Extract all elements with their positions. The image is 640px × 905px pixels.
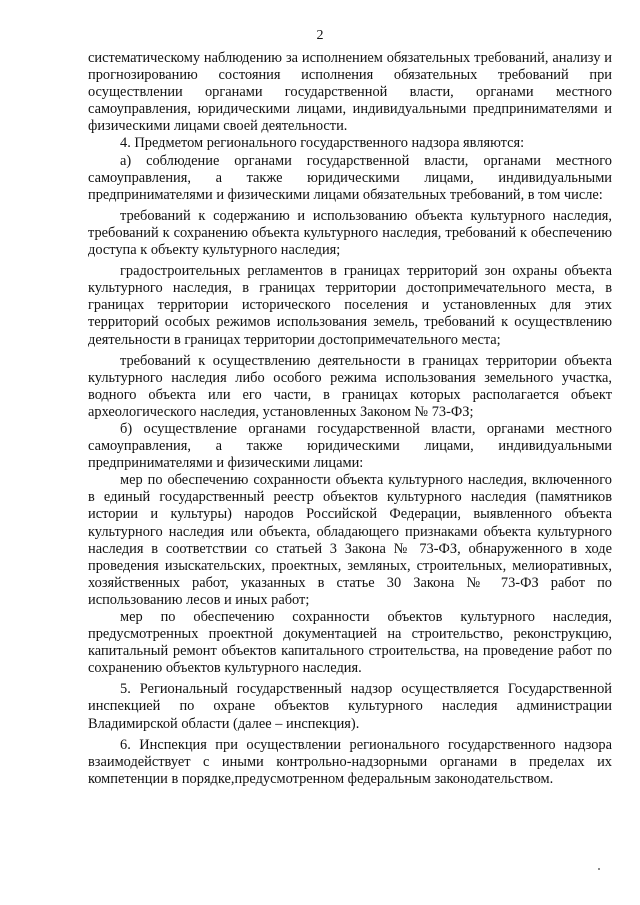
- scan-speck: [598, 868, 600, 870]
- paragraph-item-4: 4. Предметом регионального государственного надзора являются:: [120, 135, 525, 152]
- paragraph-subitem-b: б) осуществление органами государственной власти, органами местного самоуправления, а также юридическими лицами, индивидуальными предпринимателями и физическими лицами:: [88, 420, 612, 472]
- paragraph-requirements-content: требований к содержанию и использованию объекта культурного наследия, требований к сохранению объекта культурного наследия, требований к обеспечению доступа к объекту культурного наследия;: [88, 207, 612, 259]
- document-body: [88, 50, 612, 788]
- paragraph-project-measures: мер по обеспечению сохранности объектов культурного наследия, предусмотренных проектной документацией на строительство, реконструкцию, капитальный ремонт объектов капитального строительства, на проведение работ по сохранению объектов культурного наследия.: [88, 609, 612, 677]
- paragraph-item-6: 6. Инспекция при осуществлении регионального государственного надзора взаимодействует с иными контрольно-надзорными органами в пределах их компетенции в порядке,предусмотренном федеральным законодательством.: [88, 736, 612, 787]
- paragraph-continuation: систематическому наблюдению за исполнением обязательных требований, анализу и прогнозированию состояния исполнения обязательных требований при осуществлении органами государственной власти, органами местного самоуправления, юридическими лицами, индивидуальными предпринимателями и физическими лицами своей деятельности.: [88, 50, 612, 135]
- paragraph-preservation-measures: мер по обеспечению сохранности объекта культурного наследия, включенного в единый государственный реестр объектов культурного наследия (памятников истории и культуры) народов Российской Федерации, выявленного объекта культурного наследия или объекта, обладающего признаками объекта культурного наследия в соответствии со статьей 3 Закона № 73-ФЗ, обнаруженного в ходе проведения изыскательских, проектных, земляных, строительных, мелиоративных, хозяйственных работ, указанных в статье 30 Закона № 73-ФЗ работ по использованию лесов и иных работ;: [88, 472, 612, 608]
- paragraph-subitem-a: а) соблюдение органами государственной власти, органами местного самоуправления, а также юридическими лицами, индивидуальными предпринимателями и физическими лицами обязательных требований, в том числе:: [88, 152, 612, 203]
- paragraph-item-5: 5. Региональный государственный надзор осуществляется Государственной инспекцией по охране объектов культурного наследия администрации Владимирской области (далее – инспекция).: [88, 681, 612, 732]
- paragraph-urban-regulations: градостроительных регламентов в границах территорий зон охраны объекта культурного наследия, в границах территории достопримечательного места, в границах территории исторического поселения и установленных для этих территорий особых режимов использования земель, требований к осуществлению деятельности в границах территории достопримечательного места;: [88, 263, 612, 348]
- paragraph-activity-requirements: требований к осуществлению деятельности в границах территории объекта культурного наследия либо особого режима использования земельного участка, водного объекта или его части, в границах которых располагается объект археологического наследия, установленных Законом № 73-ФЗ;: [88, 352, 612, 420]
- page-number: 2: [316, 28, 324, 43]
